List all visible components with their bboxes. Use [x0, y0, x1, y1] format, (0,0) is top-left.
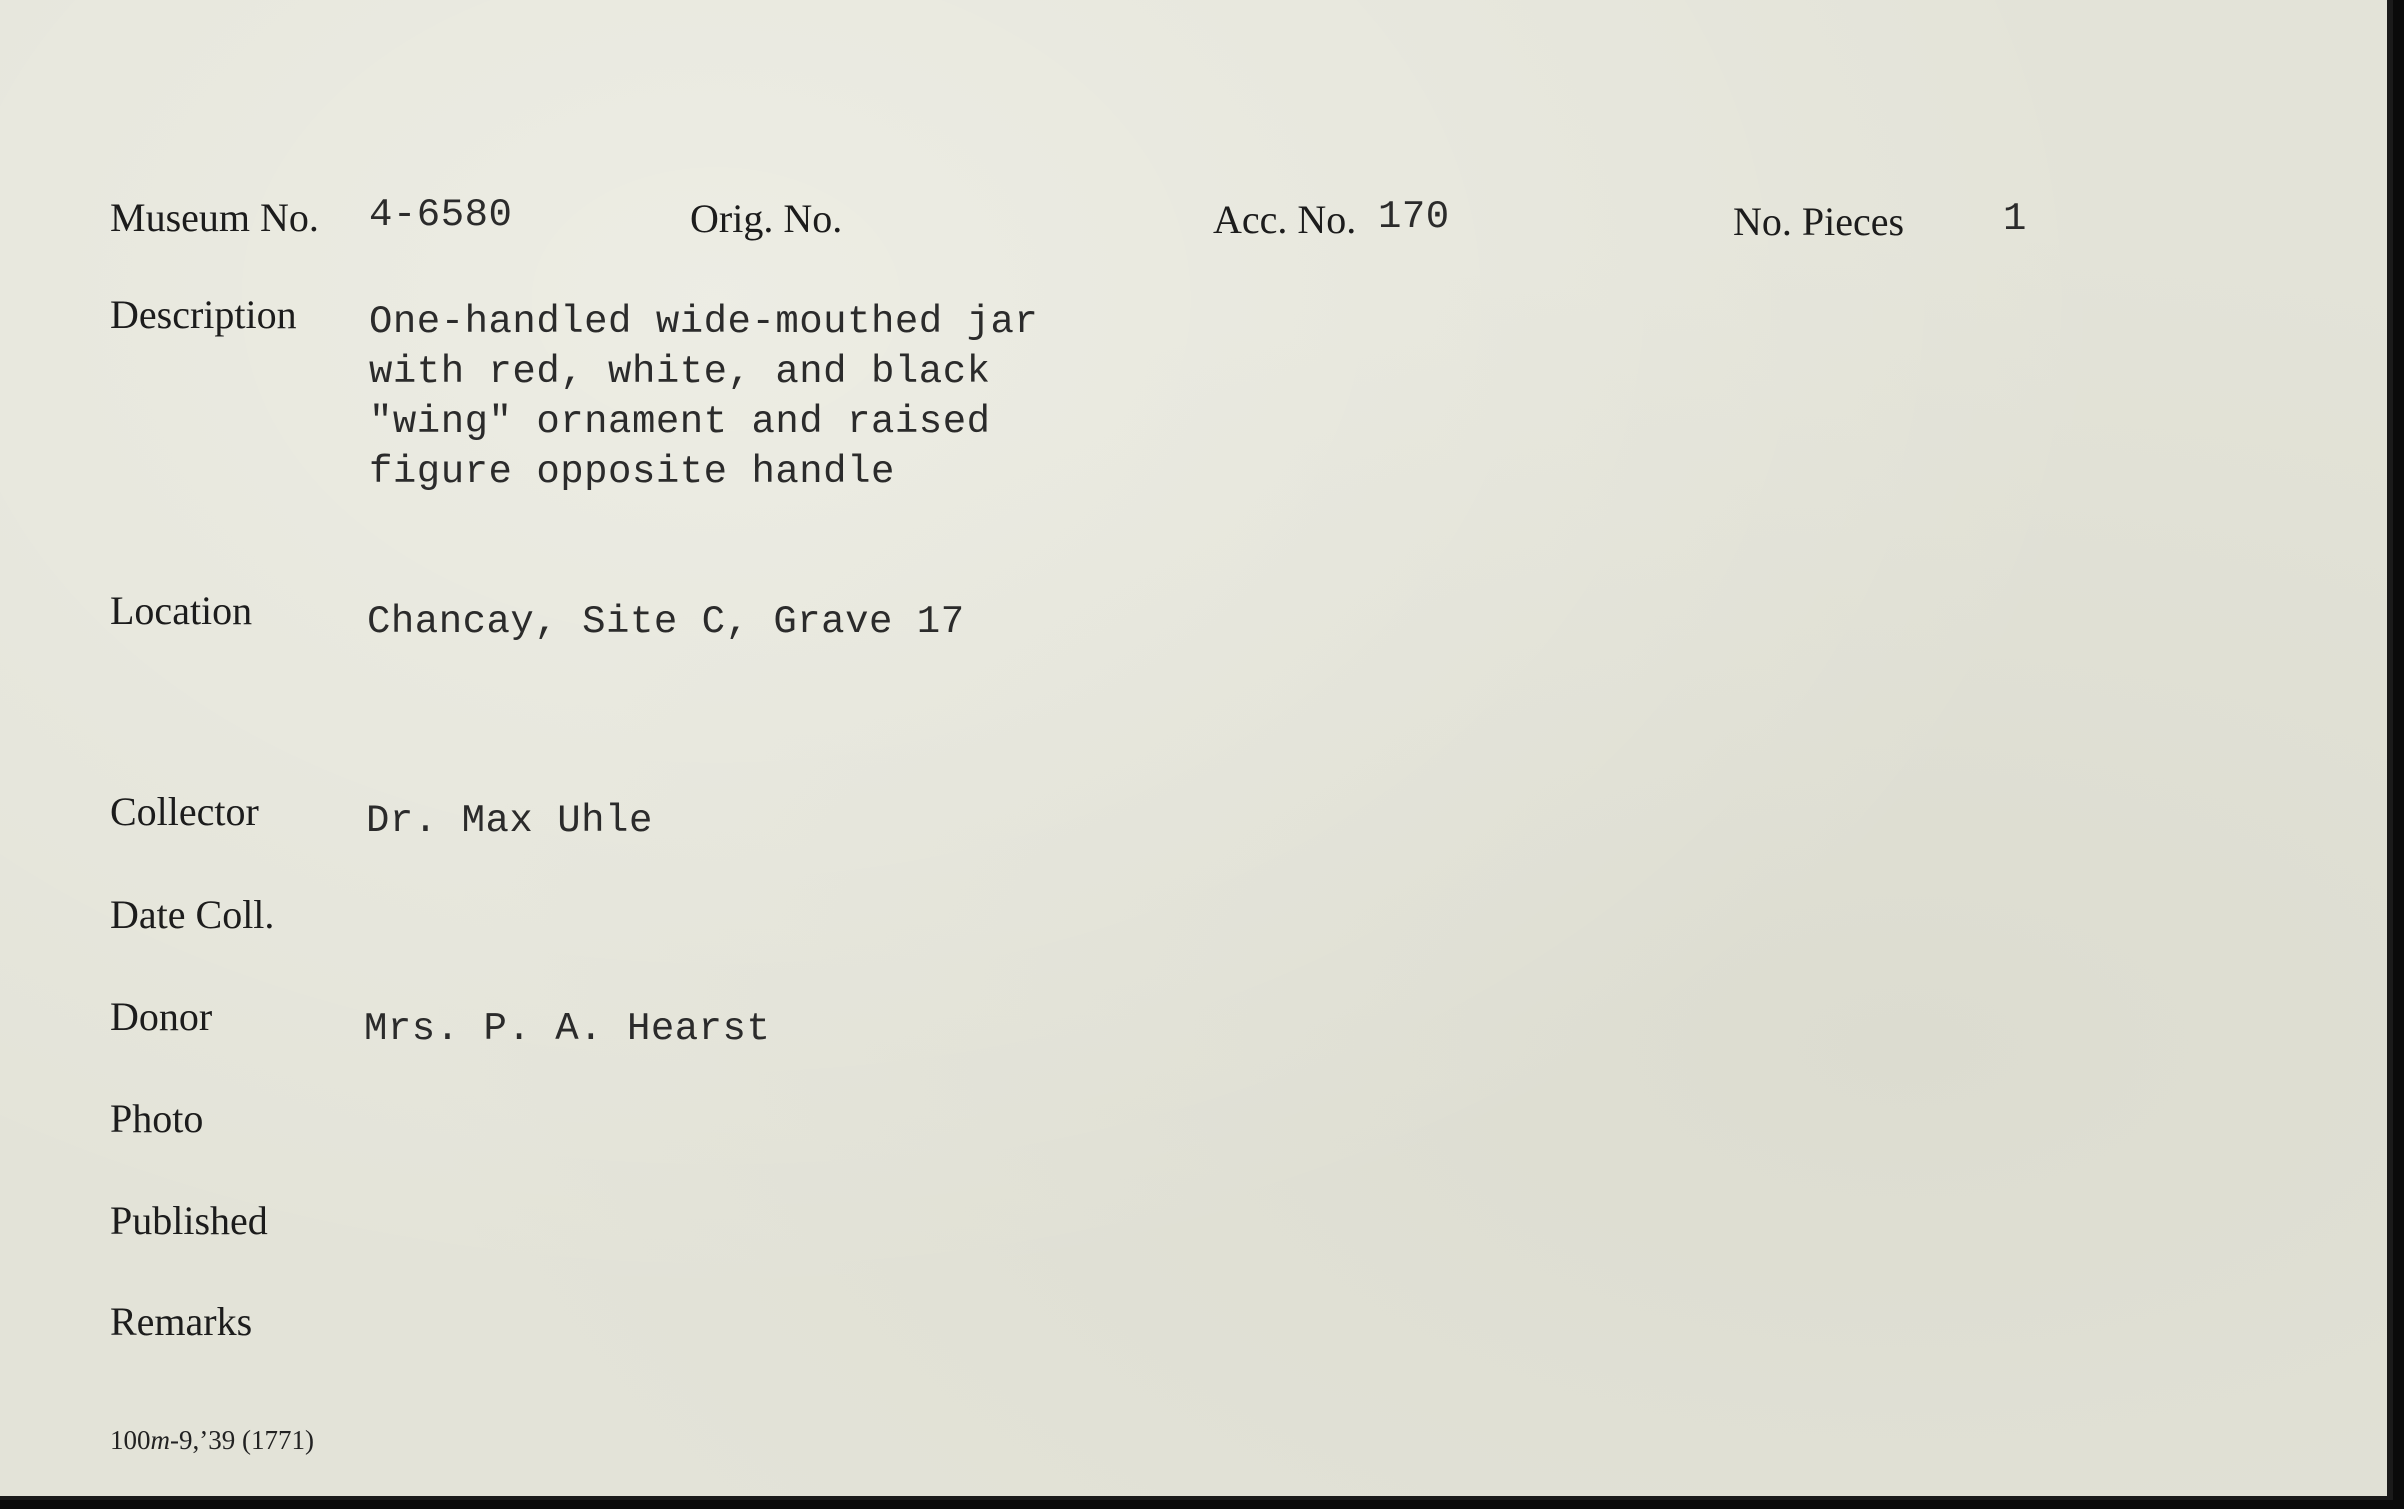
donor-value: Mrs. P. A. Hearst [364, 1007, 771, 1051]
description-value [369, 297, 1038, 497]
form-code: 100m-9,’39 (1771) [110, 1425, 314, 1455]
no-pieces-value: 1 [2003, 197, 2027, 241]
description-line: One-handled wide-mouthed jar [369, 300, 1039, 344]
date-coll-label: Date Coll. [110, 892, 275, 937]
acc-no-value: 170 [1378, 195, 1450, 239]
description-line: "wing" ornament and raised [369, 400, 991, 444]
donor-label: Donor [110, 994, 213, 1039]
description-line: figure opposite handle [369, 450, 895, 494]
location-value: Chancay, Site C, Grave 17 [367, 600, 965, 644]
description-line: with red, white, and black [369, 350, 991, 394]
collector-value: Dr. Max Uhle [366, 799, 653, 843]
acc-no-label: Acc. No. [1213, 197, 1357, 242]
description-label: Description [110, 292, 297, 337]
location-label: Location [110, 588, 253, 633]
remarks-label: Remarks [110, 1299, 253, 1344]
museum-no-value: 4-6580 [369, 193, 513, 237]
collector-label: Collector [110, 789, 259, 834]
museum-no-label: Museum No. [110, 195, 319, 240]
orig-no-label: Orig. No. [690, 196, 843, 241]
no-pieces-label: No. Pieces [1733, 199, 1905, 244]
photo-label: Photo [110, 1096, 204, 1141]
published-label: Published [110, 1198, 268, 1243]
